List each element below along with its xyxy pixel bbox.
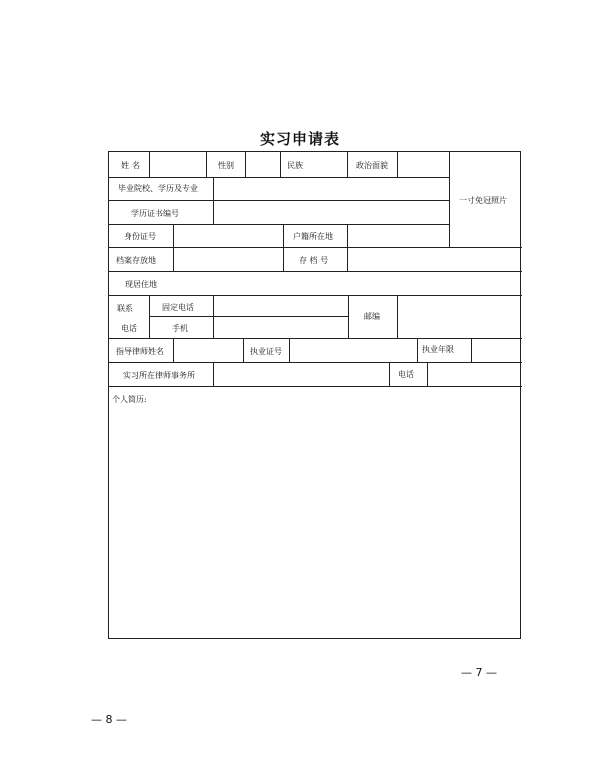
label-school-degree-major: 毕业院校、学历及专业 xyxy=(118,184,198,193)
label-resume: 个人简历: xyxy=(112,395,147,404)
label-diploma-number: 学历证书编号 xyxy=(131,209,179,218)
label-name: 姓名 xyxy=(121,161,143,170)
label-political-status: 政治面貌 xyxy=(356,161,388,170)
license-number-field[interactable] xyxy=(289,338,417,362)
current-address-field[interactable] xyxy=(173,271,522,295)
label-id-number: 身份证号 xyxy=(124,232,156,241)
label-mobile: 手机 xyxy=(172,324,188,333)
label-postcode: 邮编 xyxy=(364,312,380,321)
label-ethnicity: 民族 xyxy=(287,161,303,170)
postcode-field[interactable] xyxy=(397,295,522,338)
landline-field[interactable] xyxy=(213,295,348,316)
political-status-field[interactable] xyxy=(397,152,449,177)
label-contact-1: 联系 xyxy=(117,304,133,313)
firm-field[interactable] xyxy=(213,362,389,386)
label-landline: 固定电话 xyxy=(162,303,194,312)
label-phone: 电话 xyxy=(398,370,414,379)
id-number-field[interactable] xyxy=(173,224,283,247)
form-title: 实习申请表 xyxy=(259,130,340,148)
ethnicity-field[interactable] xyxy=(315,152,347,177)
gender-field[interactable] xyxy=(245,152,280,177)
archive-location-field[interactable] xyxy=(173,247,283,271)
phone-field[interactable] xyxy=(427,362,522,386)
label-photo: 一寸免冠照片 xyxy=(459,196,507,205)
resume-field[interactable] xyxy=(109,386,522,638)
page-number-left: — 8 — xyxy=(91,713,127,726)
mentor-name-field[interactable] xyxy=(173,338,243,362)
archive-number-field[interactable] xyxy=(347,247,522,271)
school-degree-major-field[interactable] xyxy=(213,177,449,200)
name-field[interactable] xyxy=(149,152,206,177)
label-contact-2: 电话 xyxy=(121,324,137,333)
label-archive-number: 存 档 号 xyxy=(299,256,329,265)
label-practice-years: 执业年限 xyxy=(422,345,454,354)
household-registration-field[interactable] xyxy=(347,224,449,247)
label-household-registration: 户籍所在地 xyxy=(293,232,333,241)
label-license-number: 执业证号 xyxy=(250,347,282,356)
internship-application-form xyxy=(108,151,521,639)
label-mentor-name: 指导律师姓名 xyxy=(116,347,164,356)
mobile-field[interactable] xyxy=(213,316,348,338)
page-number-right: — 7 — xyxy=(461,666,497,679)
label-gender: 性别 xyxy=(218,161,234,170)
label-archive-location: 档案存放地 xyxy=(116,256,156,265)
practice-years-field[interactable] xyxy=(471,338,522,362)
diploma-number-field[interactable] xyxy=(213,200,449,224)
label-current-address: 现居住地 xyxy=(125,280,157,289)
label-firm: 实习所在律师事务所 xyxy=(123,371,195,380)
